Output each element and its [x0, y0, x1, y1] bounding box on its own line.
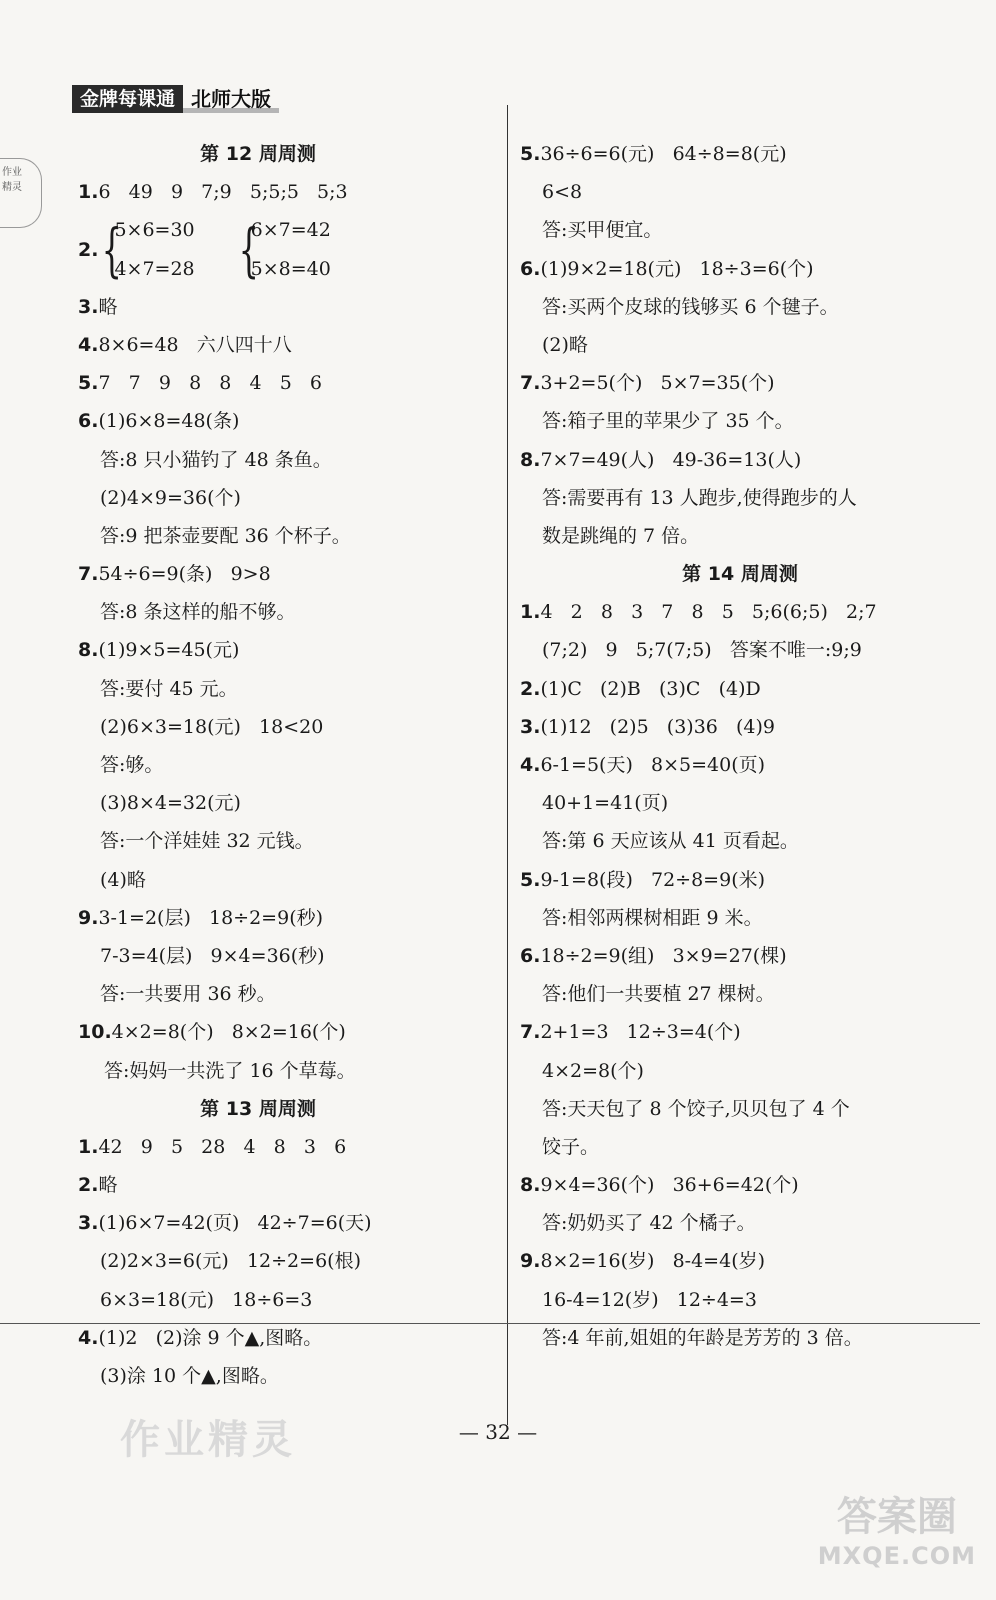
section-title-week14: 第 14 周周测	[682, 563, 798, 586]
edition-label: 北师大版	[183, 85, 279, 113]
right-column	[520, 135, 960, 1357]
answer-line: 8.7×7=49(人) 49-36=13(人)	[520, 448, 802, 471]
answer-line: 答:一个洋娃娃 32 元钱。	[100, 830, 314, 853]
answer-line: 40+1=41(页)	[542, 792, 669, 815]
answer-line: (2)6×3=18(元) 18<20	[100, 715, 324, 738]
answer-line: 答:奶奶买了 42 个橘子。	[542, 1212, 756, 1235]
answer-line: 饺子。	[542, 1135, 600, 1158]
answer-line: (3)8×4=32(元)	[100, 792, 241, 815]
answer-line: 答:买甲便宜。	[542, 219, 663, 242]
column-divider	[507, 105, 508, 1425]
answer-line: 1.4 2 8 3 7 8 5 5;6(6;5) 2;7	[520, 601, 877, 624]
answer-line: (2)略	[542, 333, 588, 356]
answer-line: 数是跳绳的 7 倍。	[542, 524, 700, 547]
page-number: — 32 —	[458, 1420, 538, 1444]
section-title-week13: 第 13 周周测	[200, 1097, 316, 1120]
left-brace-icon: {	[238, 215, 259, 284]
answer-line: 7.3+2=5(个) 5×7=35(个)	[520, 372, 775, 395]
answer-line: 9.8×2=16(岁) 8-4=4(岁)	[520, 1250, 766, 1273]
answer-line: (4)略	[100, 868, 146, 891]
answer-line: 答:相邻两棵树相距 9 米。	[542, 906, 763, 929]
answer-q2-braces: 2. { 5×6=30 4×7=28 { 6×7=42 5×8=40	[78, 211, 498, 287]
corner-logo-url: MXQE.COM	[817, 1542, 976, 1570]
header-badge	[72, 85, 279, 113]
answer-line: 答:8 条这样的船不够。	[100, 601, 296, 624]
left-column	[78, 135, 498, 1395]
answer-line: 3.(1)6×7=42(页) 42÷7=6(天)	[78, 1212, 372, 1235]
answer-line: 3.(1)12 (2)5 (3)36 (4)9	[520, 715, 775, 738]
answer-line: 答:要付 45 元。	[100, 677, 238, 700]
answer-line: 答:箱子里的苹果少了 35 个。	[542, 410, 794, 433]
answer-line: 8.9×4=36(个) 36+6=42(个)	[520, 1174, 799, 1197]
left-brace-icon: {	[102, 215, 123, 284]
answer-line: 答:9 把茶壶要配 36 个杯子。	[100, 524, 351, 547]
answer-line: 10.4×2=8(个) 8×2=16(个)	[78, 1021, 346, 1044]
answer-line: 6×3=18(元) 18÷6=3	[100, 1288, 313, 1311]
answer-line: 答:4 年前,姐姐的年龄是芳芳的 3 倍。	[542, 1326, 863, 1349]
answer-line: 5.7 7 9 8 8 4 5 6	[78, 372, 322, 395]
answer-line: 答:够。	[100, 754, 164, 777]
answer-line: (2)2×3=6(元) 12÷2=6(根)	[100, 1250, 361, 1273]
answer-line: 4×2=8(个)	[542, 1059, 644, 1082]
answer-line: 答:需要再有 13 人跑步,使得跑步的人	[542, 486, 857, 509]
series-title: 金牌每课通	[72, 85, 183, 113]
answer-line: 2.(1)C (2)B (3)C (4)D	[520, 677, 761, 700]
answer-line: 5.36÷6=6(元) 64÷8=8(元)	[520, 143, 787, 165]
answer-line: 4.6-1=5(天) 8×5=40(页)	[520, 754, 766, 776]
answer-line: 答:妈妈一共洗了 16 个草莓。	[104, 1059, 356, 1082]
stamp-logo	[0, 158, 42, 228]
answer-line: 1.42 9 5 28 4 8 3 6	[78, 1135, 347, 1158]
answer-line: 8.(1)9×5=45(元)	[78, 639, 240, 662]
corner-logo-text: 答案圈	[836, 1494, 957, 1540]
stamp-text-2: 精灵	[2, 182, 22, 193]
answer-line: 6.(1)6×8=48(条)	[78, 410, 240, 433]
answer-line: 4.8×6=48 六八四十八	[78, 333, 292, 356]
answer-line: 4.(1)2 (2)涂 9 个▲,图略。	[78, 1326, 323, 1349]
answer-line: 答:买两个皮球的钱够买 6 个毽子。	[542, 295, 839, 318]
corner-logo	[818, 1485, 976, 1570]
stamp-text-1: 作业	[2, 167, 22, 178]
answer-line: 2.略	[78, 1174, 118, 1197]
answer-line: 7.54÷6=9(条) 9>8	[78, 563, 271, 586]
section-title-week12: 第 12 周周测	[200, 143, 316, 165]
answer-line: 7.2+1=3 12÷3=4(个)	[520, 1021, 741, 1044]
answer-line: 3.略	[78, 295, 118, 318]
answer-line: 6<8	[542, 181, 583, 204]
watermark: 作业精灵	[120, 1417, 296, 1463]
answer-line: 6.18÷2=9(组) 3×9=27(棵)	[520, 944, 787, 967]
answer-line: (7;2) 9 5;7(7;5) 答案不唯一:9;9	[542, 639, 862, 662]
answer-line: 5.9-1=8(段) 72÷8=9(米)	[520, 868, 766, 891]
answer-line: 答:天天包了 8 个饺子,贝贝包了 4 个	[542, 1097, 850, 1120]
answer-line: 1.6 49 9 7;9 5;5;5 5;3	[78, 181, 348, 204]
answer-line: 9.3-1=2(层) 18÷2=9(秒)	[78, 906, 324, 929]
answer-line: (2)4×9=36(个)	[100, 486, 241, 509]
answer-line: 6.(1)9×2=18(元) 18÷3=6(个)	[520, 257, 814, 280]
answer-line: 7-3=4(层) 9×4=36(秒)	[100, 944, 325, 967]
answer-line: 答:他们一共要植 27 棵树。	[542, 983, 775, 1006]
answer-line: 16-4=12(岁) 12÷4=3	[542, 1288, 757, 1311]
answer-line: 答:8 只小猫钓了 48 条鱼。	[100, 448, 332, 471]
answer-line: 答:一共要用 36 秒。	[100, 983, 276, 1006]
answer-line: 答:第 6 天应该从 41 页看起。	[542, 830, 799, 853]
answer-line: (3)涂 10 个▲,图略。	[100, 1365, 279, 1388]
